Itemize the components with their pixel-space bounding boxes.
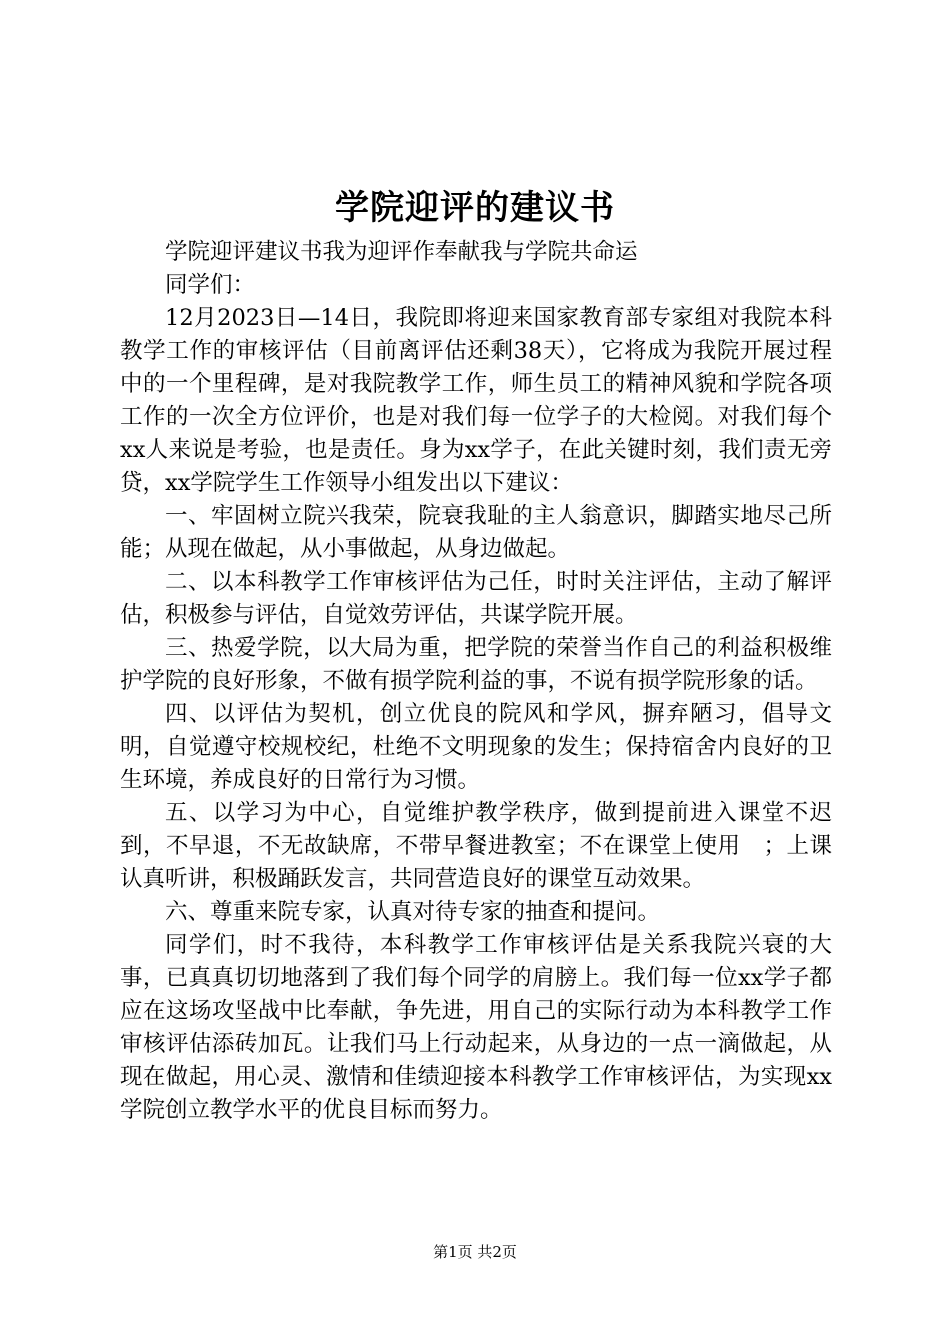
suggestion-paragraph-2: 二、以本科教学工作审核评估为己任，时时关注评估，主动了解评估，积极参与评估，自觉效劳评估，共谋学院开展。 <box>120 569 832 628</box>
closing-paragraph: 同学们，时不我待，本科教学工作审核评估是关系我院兴衰的大事，已真真切切地落到了我们每个同学的肩膀上。我们每一位xx学子都应在这场攻坚战中比奉献，争先进，用自己的实际行动为本科教学工作审核评估添砖加瓦。让我们马上行动起来，从身边的一点一滴做起，从现在做起，用心灵、激情和佳绩迎接本科教学工作审核评估，为实现xx学院创立教学水平的优良目标而努力。 <box>120 932 832 1123</box>
document-body <box>120 236 832 1127</box>
suggestion-paragraph-1: 一、牢固树立院兴我荣，院衰我耻的主人翁意识，脚踏实地尽己所能；从现在做起，从小事做起，从身边做起。 <box>120 503 832 562</box>
page-number-footer: 第1页 共2页 <box>433 1243 517 1261</box>
suggestion-paragraph-4: 四、以评估为契机，创立优良的院风和学风，摒弃陋习，倡导文明，自觉遵守校规校纪，杜绝不文明现象的发生；保持宿舍内良好的卫生环境，养成良好的日常行为习惯。 <box>120 701 832 793</box>
suggestion-paragraph-3: 三、热爱学院，以大局为重，把学院的荣誉当作自己的利益积极维护学院的良好形象，不做有损学院利益的事，不说有损学院形象的话。 <box>120 635 832 694</box>
document-title: 学院迎评的建议书 <box>335 188 615 228</box>
salutation-paragraph: 同学们： <box>165 272 256 298</box>
subtitle-paragraph: 学院迎评建议书我为迎评作奉献我与学院共命运 <box>165 239 638 265</box>
suggestion-paragraph-6: 六、尊重来院专家，认真对待专家的抽查和提问。 <box>165 899 661 925</box>
suggestion-paragraph-5: 五、以学习为中心，自觉维护教学秩序，做到提前进入课堂不迟到，不早退，不无故缺席，不带早餐进教室；不在课堂上使用 ；上课认真听讲，积极踊跃发言，共同营造良好的课堂互动效果。 <box>120 800 832 892</box>
intro-paragraph: 12月2023日—14日，我院即将迎来国家教育部专家组对我院本科教学工作的审核评估（目前离评估还剩38天），它将成为我院开展过程中的一个里程碑，是对我院教学工作，师生员工的精神风貌和学院各项工作的一次全方位评价，也是对我们每一位学子的大检阅。对我们每个xx人来说是考验，也是责任。身为xx学子，在此关键时刻，我们责无旁贷，xx学院学生工作领导小组发出以下建议： <box>120 305 832 496</box>
